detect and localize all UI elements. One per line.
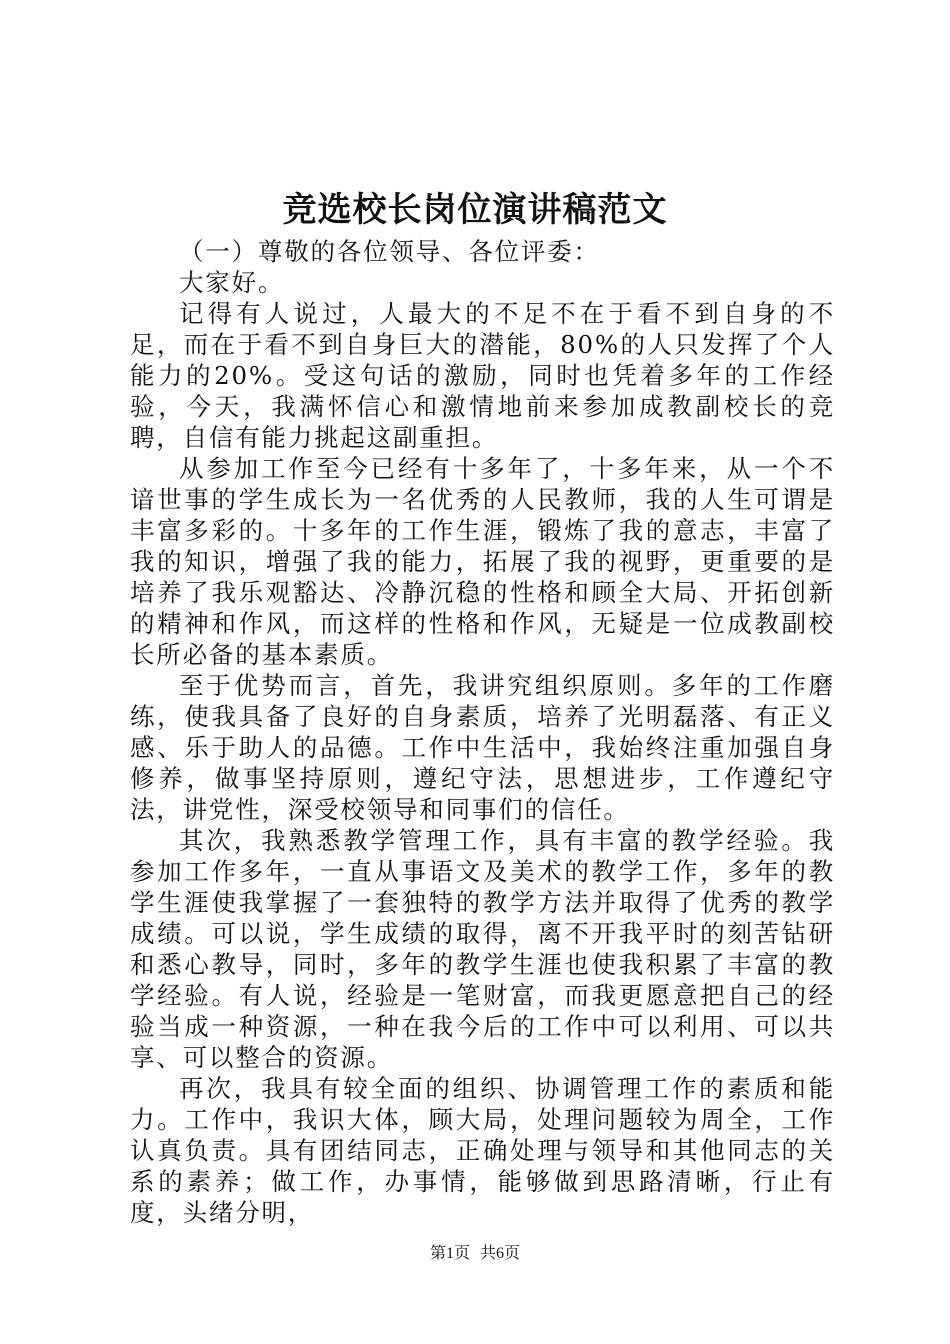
body-paragraph: 至于优势而言，首先，我讲究组织原则。多年的工作磨练，使我具备了良好的自身素质，培养了光明磊落、有正义感、乐于助人的品德。工作中生活中，我始终注重加强自身修养，做事坚持原则，遵纪守法，思想进步，工作遵纪守法，讲党性，深受校领导和同事们的信任。 xyxy=(130,671,835,824)
body-paragraph: 再次，我具有较全面的组织、协调管理工作的素质和能力。工作中，我识大体，顾大局，处理问题较为周全，工作认真负责。具有团结同志，正确处理与领导和其他同志的关系的素养；做工作，办事情，能够做到思路清晰，行止有度，头绪分明， xyxy=(130,1074,835,1227)
body-paragraph: 从参加工作至今已经有十多年了，十多年来，从一个不谙世事的学生成长为一名优秀的人民教师，我的人生可谓是丰富多彩的。十多年的工作生涯，锻炼了我的意志，丰富了我的知识，增强了我的能力，拓展了我的视野，更重要的是培养了我乐观豁达、冷静沉稳的性格和顾全大局、开拓创新的精神和作风，而这样的性格和作风，无疑是一位成教副校长所必备的基本素质。 xyxy=(130,454,835,669)
body-paragraph: 记得有人说过，人最大的不足不在于看不到自身的不足，而在于看不到自身巨大的潜能，80%的人只发挥了个人能力的20%。受这句话的激励，同时也凭着多年的工作经验，今天，我满怀信心和激情地前来参加成教副校长的竞聘，自信有能力挑起这副重担。 xyxy=(130,299,835,452)
document-title: 竞选校长岗位演讲稿范文 xyxy=(282,190,668,230)
page-total: 共6页 xyxy=(480,1245,521,1262)
page-number: 第1页 xyxy=(429,1245,470,1262)
page-footer xyxy=(0,1243,950,1265)
body-paragraph: 其次，我熟悉教学管理工作，具有丰富的教学经验。我参加工作多年，一直从事语文及美术的教学工作，多年的教学生涯使我掌握了一套独特的教学方法并取得了优秀的教学成绩。可以说，学生成绩的取得，离不开我平时的刻苦钻研和悉心教导，同时，多年的教学生涯也使我积累了丰富的教学经验。有人说，经验是一笔财富，而我更愿意把自己的经验当成一种资源，一种在我今后的工作中可以利用、可以共享、可以整合的资源。 xyxy=(130,826,835,1072)
greeting-paragraph: 大家好。 xyxy=(179,268,285,297)
salutation-paragraph: （一）尊敬的各位领导、各位评委： xyxy=(179,237,600,266)
document-body xyxy=(130,236,835,1228)
